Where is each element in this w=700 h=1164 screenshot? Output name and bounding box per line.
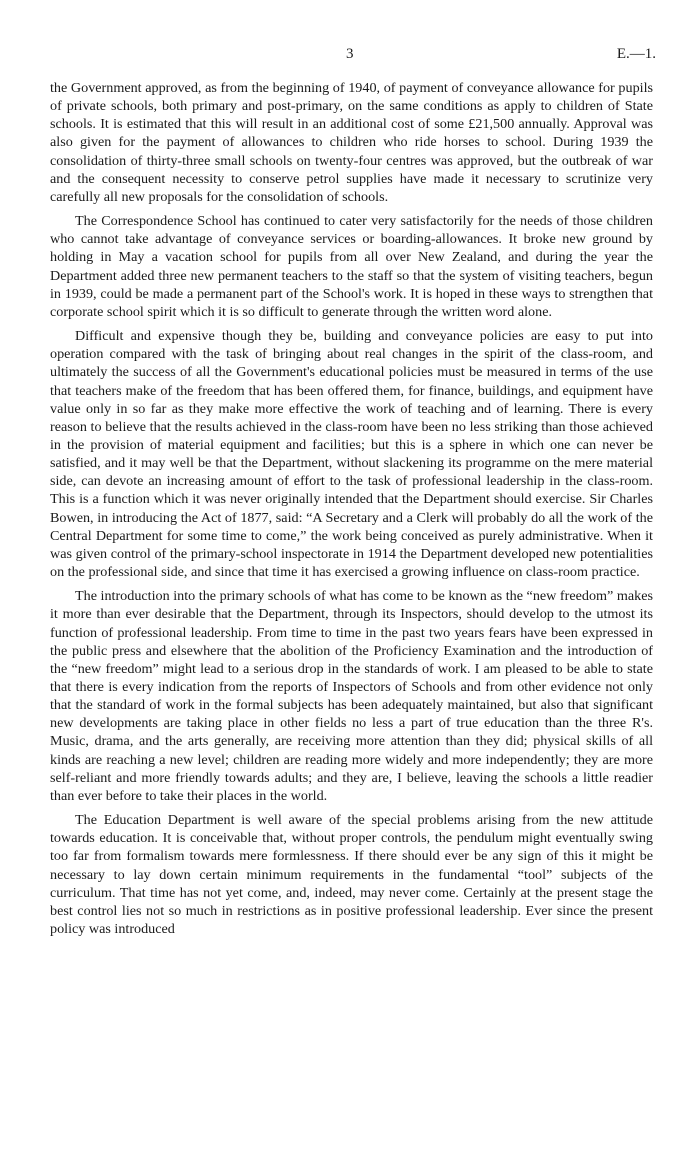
paragraph-new-freedom: The introduction into the primary schools of what has come to be known as the “new freedom” makes it more than ever desirable that the Department, through its Inspectors, should develop to the utmost its function of professional leadership. From time to time in the past two years fears have been expressed in the public press and elsewhere that the abolition of the Proficiency Examination and the introduction of the “new freedom” might lead to a serious drop in the standards of work. I am pleased to be able to state that there is every indication from the reports of Inspectors of Schools and from other evidence not only that the standard of work in the formal subjects has been adequately maintained, but also that significant new developments are taking place in other fields no less a part of true education than the three R's. Music, drama, and the arts generally, are receiving more attention than they did; physical skills of all kinds are reaching a new level; children are reading more widely and more independently; they are more self-reliant and more friendly towards adults; and they are, I believe, leaving the schools a little readier than ever before to take their places in the world. [50, 588, 653, 804]
paragraph-conveyance-allowances: the Government approved, as from the beginning of 1940, of payment of conveyance allowance for pupils of private schools, both primary and post-primary, on the same conditions as apply to children of State schools. It is estimated that this will result in an additional cost of some £21,500 annually. Approval was also given for the payment of allowances to children who ride horses to school. During 1939 the consolidation of thirty-three small schools on twenty-four centres was approved, but the outbreak of war and the consequent necessity to conserve petrol supplies have made it necessary to scrutinize very carefully all new proposals for the consolidation of schools. [50, 80, 653, 205]
paragraph-correspondence-school: The Correspondence School has continued to cater very satisfactorily for the needs of those children who cannot take advantage of conveyance services or boarding-allowances. It broke new ground by holding in May a vacation school for pupils from all over New Zealand, and during the year the Department added three new permanent teachers to the staff so that the system of visiting teachers, begun in 1939, could be made a permanent part of the School's work. It is hoped in these ways to strengthen that corporate school spirit which it is so difficult to generate through the written word alone. [50, 213, 653, 320]
paragraph-professional-leadership: Difficult and expensive though they be, building and conveyance policies are easy to put into operation compared with the task of bringing about real changes in the spirit of the class-room, and ultimately the success of all the Government's educational policies must be measured in terms of the use that teachers make of the freedom that has been offered them, for finance, buildings, and equipment have value only in so far as they make more effective the work of teaching and of learning. There is every reason to believe that the results achieved in the class-room have been no less striking than those achieved in the provision of material equipment and facilities; but this is a sphere in which one can never be satisfied, and it may well be that the Department, without slackening its programme on the mere material side, can devote an increasing amount of effort to the task of professional leadership in the class-room. This is a function which it was never originally intended that the Department should exercise. Sir Charles Bowen, in introducing the Act of 1877, said: “A Secretary and a Clerk will probably do all the work of the Central Department for some time to come,” the work being conceived as purely administrative. When it was given control of the primary-school inspectorate in 1914 the Department developed new potentialities on the professional side, and since that time it has exercised a growing influence on class-room practice. [50, 328, 653, 581]
document-reference: E.—1. [616, 46, 656, 62]
page-number: 3 [346, 46, 354, 62]
paragraph-education-department: The Education Department is well aware of the special problems arising from the new attitude towards education. It is conceivable that, without proper controls, the pendulum might eventually swing too far from formalism towards mere formlessness. If there should ever be any sign of this it might be necessary to lay down certain minimum requirements in the fundamental “tool” subjects of the curriculum. That time has not yet come, and, indeed, may never come. Certainly at the present stage the best control lies not so much in restrictions as in positive professional leadership. Ever since the present policy was introduced [50, 812, 653, 938]
body-text [50, 79, 653, 938]
